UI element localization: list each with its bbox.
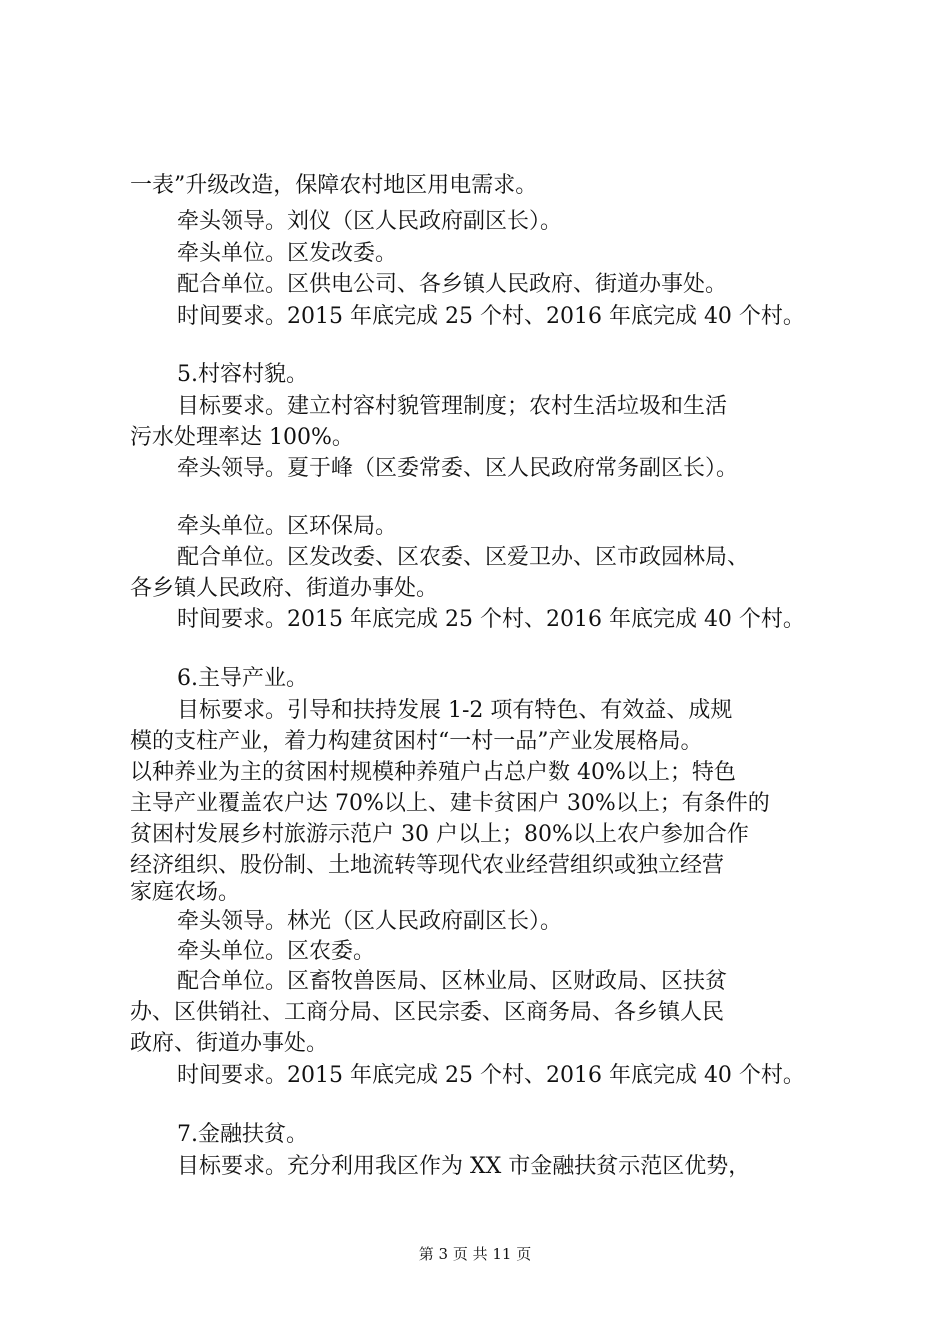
text-line: 污水处理率达 100%。: [130, 425, 354, 450]
text-line: 家庭农场。: [130, 880, 241, 905]
text-line: 时间要求。2015 年底完成 25 个村、2016 年底完成 40 个村。: [177, 304, 805, 329]
text-line: 牵头领导。林光（区人民政府副区长）。: [177, 909, 563, 934]
text-line: 牵头单位。区农委。: [177, 939, 376, 964]
text-line: 经济组织、股份制、土地流转等现代农业经营组织或独立经营: [130, 853, 725, 878]
text-line: 配合单位。区发改委、区农委、区爱卫办、区市政园林局、: [177, 545, 750, 570]
section-heading: 5.村容村貌。: [177, 362, 308, 387]
text-line: 牵头单位。区发改委。: [177, 241, 398, 266]
text-line: 办、区供销社、工商分局、区民宗委、区商务局、各乡镇人民: [130, 1000, 725, 1025]
text-line: 主导产业覆盖农户达 70%以上、建卡贫困户 30%以上；有条件的: [130, 791, 770, 816]
text-line: 配合单位。区供电公司、各乡镇人民政府、街道办事处。: [177, 272, 728, 297]
section-heading: 7.金融扶贫。: [177, 1122, 308, 1147]
text-line: 目标要求。引导和扶持发展 1-2 项有特色、有效益、成规: [177, 698, 733, 723]
text-line: 配合单位。区畜牧兽医局、区林业局、区财政局、区扶贫: [177, 969, 728, 994]
text-line: 各乡镇人民政府、街道办事处。: [130, 576, 439, 601]
text-line: 牵头领导。刘仪（区人民政府副区长）。: [177, 209, 563, 234]
text-line: 牵头领导。夏于峰（区委常委、区人民政府常务副区长）。: [177, 456, 739, 481]
text-line: 时间要求。2015 年底完成 25 个村、2016 年底完成 40 个村。: [177, 1063, 805, 1088]
text-line: 时间要求。2015 年底完成 25 个村、2016 年底完成 40 个村。: [177, 607, 805, 632]
text-line: 贫困村发展乡村旅游示范户 30 户以上；80%以上农户参加合作: [130, 822, 749, 847]
text-line: 目标要求。建立村容村貌管理制度；农村生活垃圾和生活: [177, 394, 728, 419]
text-line: 一表”升级改造，保障农村地区用电需求。: [130, 173, 538, 198]
text-line: 牵头单位。区环保局。: [177, 514, 398, 539]
text-line: 政府、街道办事处。: [130, 1031, 329, 1056]
text-line: 以种养业为主的贫困村规模种养殖户占总户数 40%以上；特色: [130, 760, 736, 785]
page-footer: 第 3 页 共 11 页: [418, 1245, 532, 1263]
text-line: 模的支柱产业，着力构建贫困村“一村一品”产业发展格局。: [130, 729, 703, 754]
section-heading: 6.主导产业。: [177, 666, 308, 691]
text-line: 目标要求。充分利用我区作为 XX 市金融扶贫示范区优势，: [177, 1154, 751, 1179]
